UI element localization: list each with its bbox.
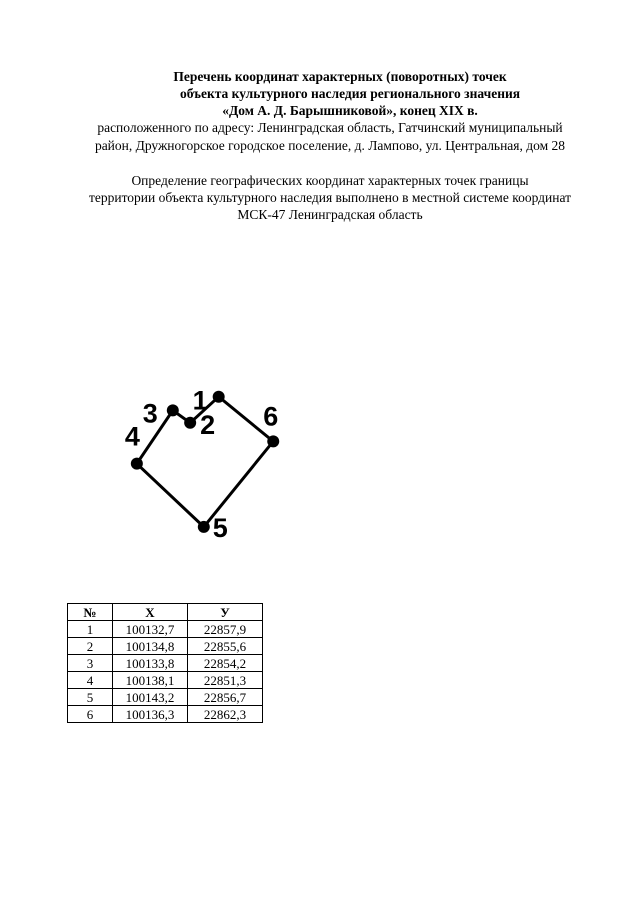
- table-header-row: [68, 604, 263, 621]
- description-line-1: Определение географических координат характерных точек границы: [131, 173, 529, 188]
- cell-y: 22851,3: [188, 672, 263, 689]
- point-label-3: 3: [142, 398, 158, 429]
- title-line-1: Перечень координат характерных (поворотных) точек: [173, 69, 507, 84]
- cell-number: 6: [68, 706, 113, 723]
- cell-number: 3: [68, 655, 113, 672]
- table-row: [68, 689, 263, 706]
- boundary-point-5: [198, 521, 210, 533]
- column-header-number: №: [68, 604, 113, 621]
- title-line-2: объекта культурного наследия регионального значения: [179, 86, 521, 101]
- cell-y: 22856,7: [188, 689, 263, 706]
- table-row: [68, 706, 263, 723]
- cell-x: 100143,2: [113, 689, 188, 706]
- cell-number: 1: [68, 621, 113, 638]
- point-label-4: 4: [124, 421, 140, 452]
- cell-y: 22854,2: [188, 655, 263, 672]
- cell-x: 100132,7: [113, 621, 188, 638]
- boundary-point-3: [167, 404, 179, 416]
- cell-x: 100138,1: [113, 672, 188, 689]
- coordinates-table: [67, 603, 263, 723]
- cell-y: 22862,3: [188, 706, 263, 723]
- point-label-2: 2: [200, 409, 216, 440]
- cell-y: 22855,6: [188, 638, 263, 655]
- point-label-6: 6: [263, 401, 279, 432]
- table-row: [68, 672, 263, 689]
- point-label-5: 5: [212, 512, 228, 543]
- cell-x: 100136,3: [113, 706, 188, 723]
- address-line-2: район, Дружногорское городское поселение, д. Лампово, ул. Центральная, дом 28: [94, 138, 566, 153]
- cell-x: 100134,8: [113, 638, 188, 655]
- title-line-3: «Дом А. Д. Барышниковой», конец XIX в.: [222, 103, 478, 118]
- cell-number: 5: [68, 689, 113, 706]
- cell-y: 22857,9: [188, 621, 263, 638]
- cell-number: 2: [68, 638, 113, 655]
- point-label-1: 1: [192, 385, 208, 416]
- column-header-y: У: [188, 604, 263, 621]
- boundary-point-1: [213, 391, 225, 403]
- table-row: [68, 621, 263, 638]
- cell-number: 4: [68, 672, 113, 689]
- table-row: [68, 655, 263, 672]
- address-line-1: расположенного по адресу: Ленинградская область, Гатчинский муниципальный: [97, 120, 563, 135]
- table-row: [68, 638, 263, 655]
- boundary-point-4: [131, 458, 143, 470]
- cell-x: 100133,8: [113, 655, 188, 672]
- boundary-point-6: [267, 435, 279, 447]
- column-header-x: X: [113, 604, 188, 621]
- description-line-3: МСК-47 Ленинградская область: [237, 207, 423, 222]
- boundary-point-2: [184, 417, 196, 429]
- description-line-2: территории объекта культурного наследия выполнено в местной системе координат: [88, 190, 572, 205]
